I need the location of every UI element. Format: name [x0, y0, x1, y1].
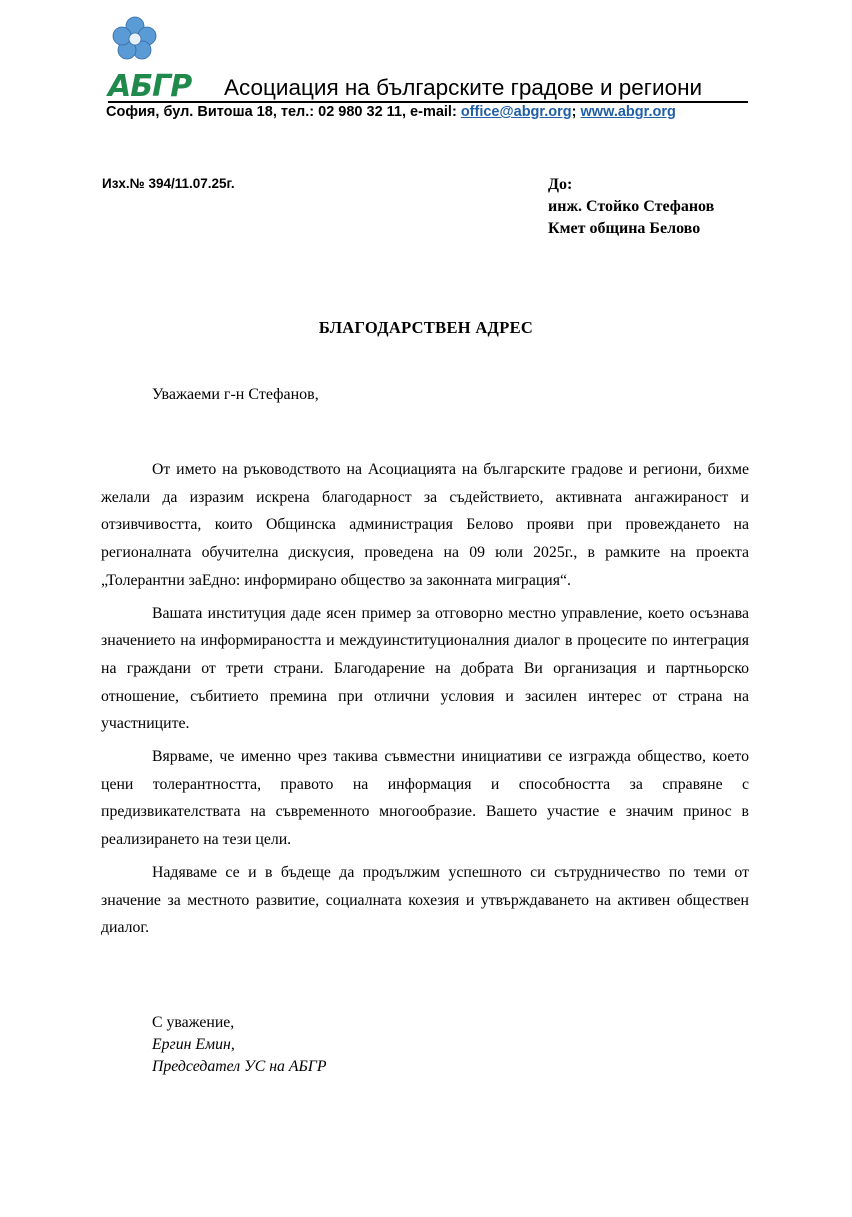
recipient-to: До:	[548, 176, 573, 193]
paragraph: Вярваме, че именно чрез такива съвместни инициативи се изгражда общество, което цени толерантността, правото на информация и способността за справяне с предизвикателствата на съвременното многообразие. Вашето участие е значим принос в реализирането на тези цели.	[101, 748, 749, 849]
email-link[interactable]: office@abgr.org	[460, 104, 572, 120]
svg-text:АБГР: АБГР	[108, 69, 192, 100]
contact-line	[106, 102, 676, 122]
recipient-name: инж. Стойко Стефанов	[548, 198, 715, 215]
paragraph: Надяваме се и в бъдеще да продължим успешното си сътрудничество по теми от значение за местното развитие, социалната кохезия и утвърждаването на активен обществен диалог.	[101, 863, 749, 937]
abgr-logo-text	[106, 69, 192, 100]
org-name: Асоциация на българските градове и региони	[224, 75, 703, 100]
abgr-logo	[106, 16, 220, 100]
closing-regards: С уважение,	[152, 1014, 235, 1031]
contact-separator: ;	[571, 104, 581, 120]
closing-block	[152, 1012, 327, 1078]
outgoing-number: Изх.№ 394/11.07.25г.	[102, 176, 235, 191]
flower-icon	[113, 17, 156, 59]
recipient-position: Кмет община Белово	[548, 220, 701, 237]
paragraph: От името на ръководството на Асоциацията на българските градове и региони, бихме желали да изразим искрена благодарност за съдействието, активната ангажираност и отзивчивостта, които Общинска администрация Белово прояви при провеждането на регионалната обучителна дискусия, проведена на 09 юли 2025г., в рамките на проекта „Толерантни заЕдно: информирано общество за законната миграция“.	[101, 461, 749, 589]
website-link[interactable]: www.abgr.org	[580, 104, 676, 120]
paragraph: Вашата институция даде ясен пример за отговорно местно управление, което осъзнава значението на информираността и междуинституционалния диалог в процесите по интеграция на граждани от трети страни. Благодарение на добрата Ви организация и партньорско отношение, събитието премина при отлични условия и засилен интерес от страна на участниците.	[101, 604, 749, 733]
letter-body	[101, 456, 749, 947]
salutation: Уважаеми г-н Стефанов,	[152, 386, 319, 403]
signer-name: Ергин Емин,	[152, 1036, 235, 1053]
recipient-block	[548, 174, 714, 240]
document-title: БЛАГОДАРСТВЕН АДРЕС	[318, 318, 534, 337]
address-text: София, бул. Витоша 18, тел.: 02 980 32 11, e-mail:	[106, 104, 461, 120]
signer-title: Председател УС на АБГР	[152, 1058, 327, 1075]
